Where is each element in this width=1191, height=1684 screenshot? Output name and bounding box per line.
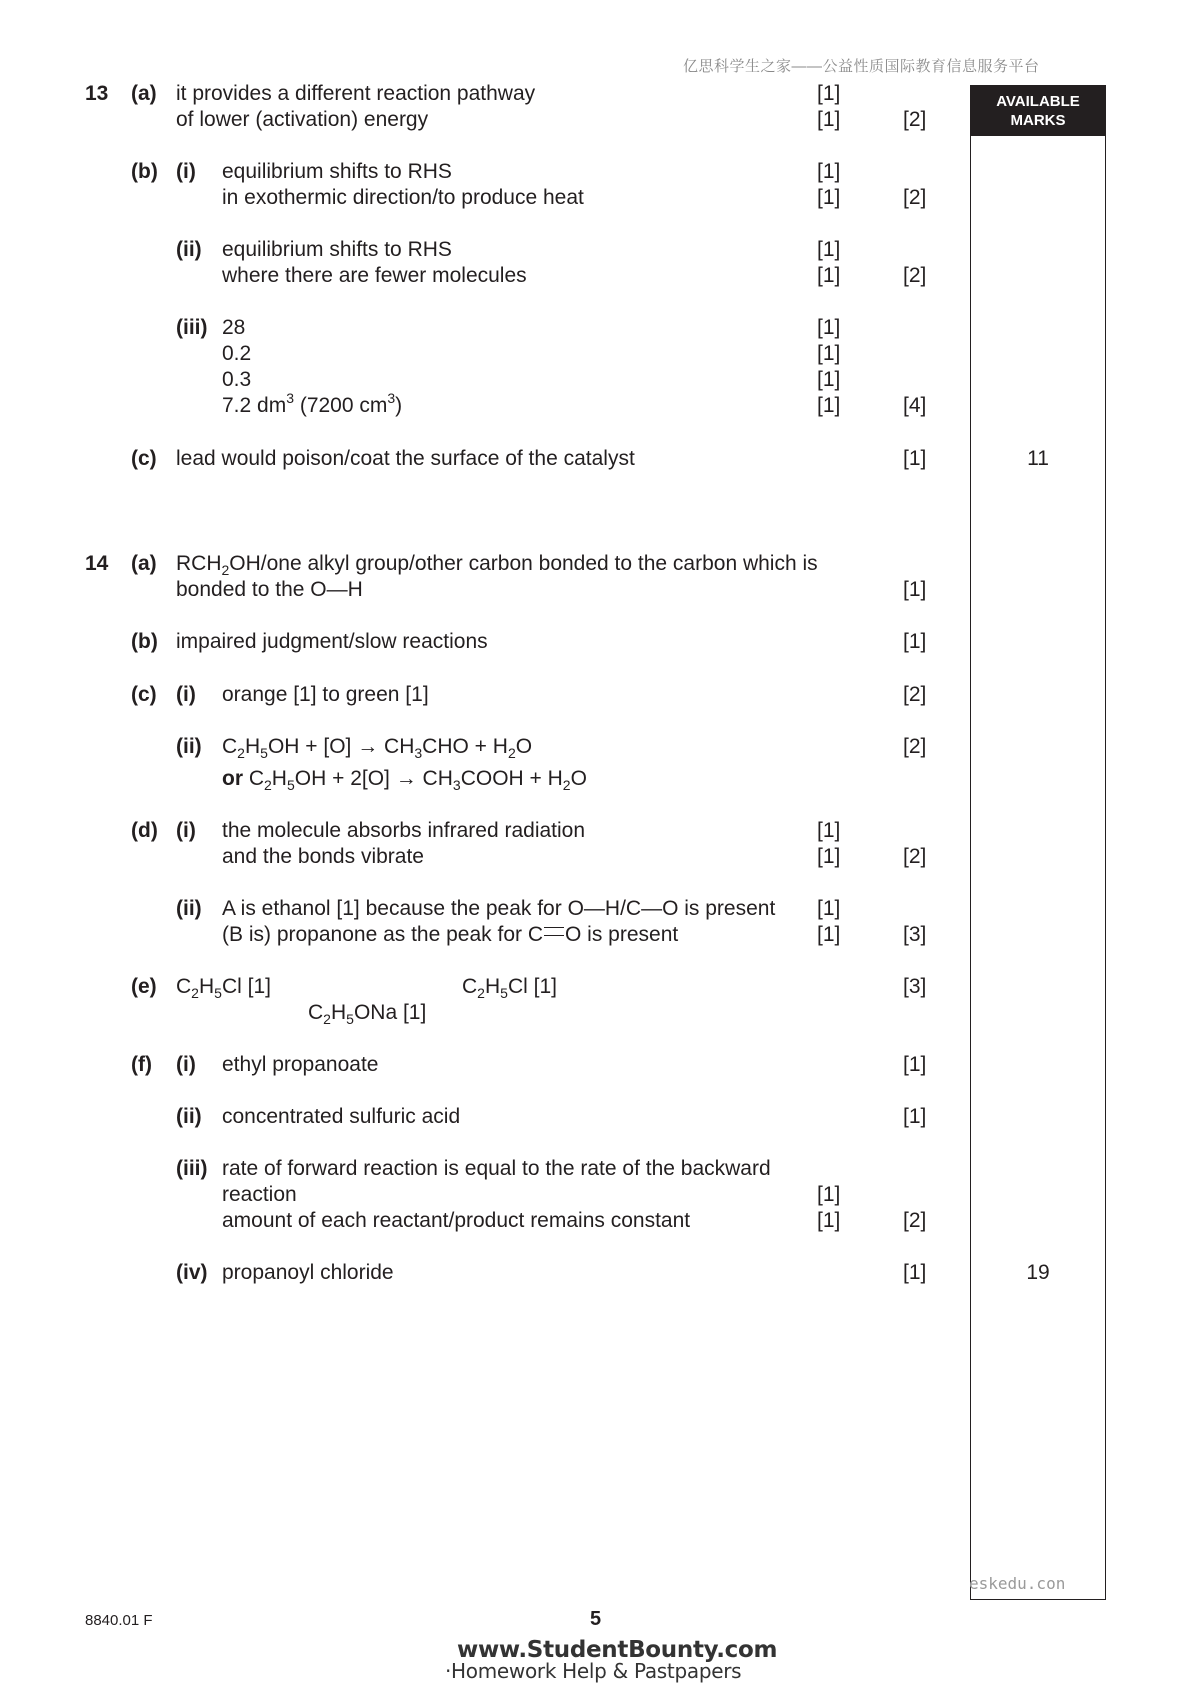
q14-f-iv-total: [1]: [903, 1261, 927, 1284]
q14-a-label: (a): [131, 552, 157, 575]
q14-f-i-label: (i): [176, 1053, 196, 1076]
double-bond-icon: [544, 927, 564, 936]
q13-a-label: (a): [131, 82, 157, 105]
q13-a-line1: it provides a different reaction pathway: [176, 82, 536, 105]
q13-b-ii-line2: where there are fewer molecules: [222, 264, 527, 287]
q14-f-ii-total: [1]: [903, 1105, 927, 1128]
q13-b-iii-mark3: [1]: [817, 368, 841, 391]
q14-c-ii-equation2: or $C_2H_5OH + 2[O]$ → $CH_3COOH + H_2O$: [222, 767, 587, 793]
q13-b-iii-mark4: [1]: [817, 394, 841, 417]
q14-f-label: (f): [131, 1053, 152, 1076]
q13-b-i-mark2: [1]: [817, 186, 841, 209]
q14-f-iii-line3: amount of each reactant/product remains constant: [222, 1209, 691, 1232]
available-marks-header-line1: AVAILABLE: [996, 93, 1080, 110]
q13-b-ii-total: [2]: [903, 264, 927, 287]
q14-d-ii-label: (ii): [176, 897, 202, 920]
q13-a-line2: of lower (activation) energy: [176, 108, 429, 131]
q14-f-iii-line2: reaction: [222, 1183, 297, 1206]
studentbounty-tagline: ·Homework Help & Pastpapers: [445, 1659, 742, 1683]
available-marks-header-line2: MARKS: [1010, 112, 1066, 129]
q14-b-line1: impaired judgment/slow reactions: [176, 630, 488, 653]
question-14-number: 14: [85, 552, 109, 575]
q14-c-ii-total: [2]: [903, 735, 927, 758]
q14-d-ii-mark1: [1]: [817, 897, 841, 920]
q13-b-i-label: (i): [176, 160, 196, 183]
available-marks-header: [970, 85, 1106, 136]
q14-d-i-total: [2]: [903, 845, 927, 868]
q14-d-label: (d): [131, 819, 158, 842]
q14-e-total: [3]: [903, 975, 927, 998]
q14-a-total: [1]: [903, 578, 927, 601]
q14-e-right: $C_2H_5Cl$ [1]: [462, 975, 557, 1001]
q13-b-iii-total: [4]: [903, 394, 927, 417]
q14-f-iii-mark2: [1]: [817, 1209, 841, 1232]
q13-b-ii-mark2: [1]: [817, 264, 841, 287]
q14-c-ii-equation1: $C_2H_5OH + [O] \to CH_3CHO + H_2O$: [222, 735, 533, 761]
q13-c-total: [1]: [903, 447, 927, 470]
q14-c-i-label: (i): [176, 683, 196, 706]
footer-paper-code: 8840.01 F: [85, 1612, 153, 1629]
q13-b-iii-line4: 7.2 $dm^3$ (7200 $cm^3$): [222, 390, 403, 417]
q14-c-ii-label: (ii): [176, 735, 202, 758]
q14-f-iv-line1: propanoyl chloride: [222, 1261, 394, 1284]
question-13-number: 13: [85, 82, 109, 105]
q13-c-line1: lead would poison/coat the surface of the catalyst: [176, 447, 635, 470]
q13-b-ii-label: (ii): [176, 238, 202, 261]
q13-b-iii-line2: 0.2: [222, 342, 252, 365]
q13-b-i-mark1: [1]: [817, 160, 841, 183]
q14-c-label: (c): [131, 683, 157, 706]
q13-b-i-total: [2]: [903, 186, 927, 209]
q14-e-left: $C_2H_5Cl$ [1]: [176, 975, 271, 1001]
studentbounty-url[interactable]: www.StudentBounty.com: [457, 1637, 778, 1663]
q14-d-i-line2: and the bonds vibrate: [222, 845, 424, 868]
q13-b-iii-mark1: [1]: [817, 316, 841, 339]
q14-b-total: [1]: [903, 630, 927, 653]
q13-b-i-line2: in exothermic direction/to produce heat: [222, 186, 584, 209]
q13-c-label: (c): [131, 447, 157, 470]
q13-a-total: [2]: [903, 108, 927, 131]
q14-b-label: (b): [131, 630, 158, 653]
header-watermark: 亿思科学生之家——公益性质国际教育信息服务平台: [683, 58, 1040, 75]
q13-b-ii-line1: equilibrium shifts to RHS: [222, 238, 452, 261]
q14-a-line1: $RCH_2OH$/one alkyl group/other carbon bonded to the carbon which is: [176, 552, 818, 578]
q13-a-mark1: [1]: [817, 82, 841, 105]
q14-f-ii-line1: concentrated sulfuric acid: [222, 1105, 461, 1128]
q14-f-iii-label: (iii): [176, 1157, 208, 1180]
q13-available-marks: 11: [1027, 447, 1049, 470]
q14-d-ii-total: [3]: [903, 923, 927, 946]
q14-d-ii-line2: (B is) propanone as the peak for C O is present: [222, 923, 679, 946]
q14-a-line2: bonded to the O—H: [176, 578, 363, 601]
q13-a-mark2: [1]: [817, 108, 841, 131]
available-marks-column: [970, 85, 1106, 1600]
q14-d-i-mark1: [1]: [817, 819, 841, 842]
q14-d-ii-mark2: [1]: [817, 923, 841, 946]
q14-f-i-total: [1]: [903, 1053, 927, 1076]
bottom-watermark: eskedu.con: [969, 1574, 1066, 1593]
q14-d-i-label: (i): [176, 819, 196, 842]
q13-b-ii-mark1: [1]: [817, 238, 841, 261]
q14-c-i-line1: orange [1] to green [1]: [222, 683, 429, 706]
q14-f-iii-line1: rate of forward reaction is equal to the rate of the backward: [222, 1157, 771, 1180]
q14-f-iii-total: [2]: [903, 1209, 927, 1232]
q13-b-label: (b): [131, 160, 158, 183]
q14-f-iii-mark1: [1]: [817, 1183, 841, 1206]
q13-b-i-line1: equilibrium shifts to RHS: [222, 160, 452, 183]
q14-d-i-mark2: [1]: [817, 845, 841, 868]
q14-available-marks: 19: [1026, 1261, 1050, 1284]
q13-b-iii-line3: 0.3: [222, 368, 252, 391]
q14-c-i-total: [2]: [903, 683, 927, 706]
q13-b-iii-label: (iii): [176, 316, 208, 339]
q14-f-iv-label: (iv): [176, 1261, 208, 1284]
q13-b-iii-line1: 28: [222, 316, 246, 339]
q14-e-middle: $C_2H_5ONa$ [1]: [308, 1001, 427, 1027]
q13-b-iii-mark2: [1]: [817, 342, 841, 365]
q14-f-i-line1: ethyl propanoate: [222, 1053, 379, 1076]
q14-d-i-line1: the molecule absorbs infrared radiation: [222, 819, 586, 842]
q14-e-label: (e): [131, 975, 157, 998]
page-number: 5: [590, 1608, 602, 1630]
q14-f-ii-label: (ii): [176, 1105, 202, 1128]
q14-d-ii-line1: A is ethanol [1] because the peak for O—H/C—O is present: [222, 897, 776, 920]
